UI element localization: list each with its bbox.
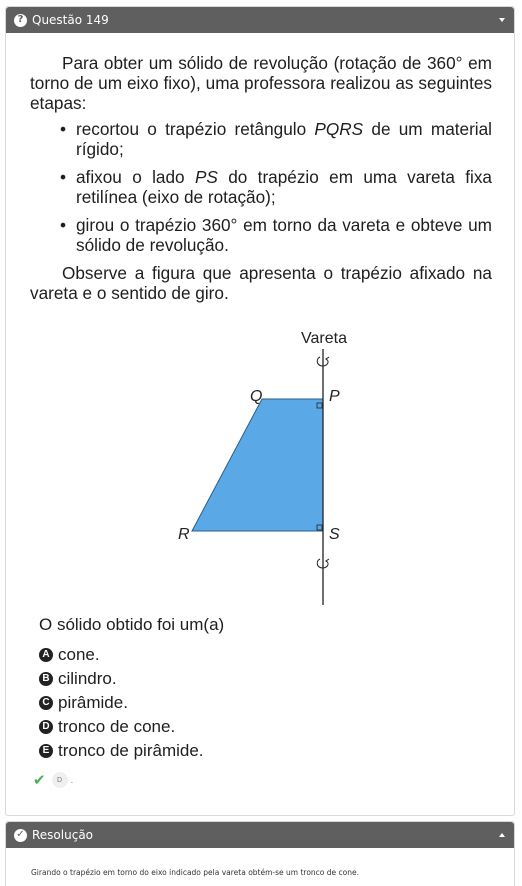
option-d[interactable]: D tronco de cone. xyxy=(39,715,204,739)
option-letter-badge: A xyxy=(39,648,53,662)
resolution-header[interactable] xyxy=(6,822,514,848)
option-letter-badge: C xyxy=(39,696,53,710)
resolution-text: Girando o trapézio em torno do eixo indicado pela vareta obtém-se um tronco de cone. xyxy=(31,868,359,877)
check-icon: ✔ xyxy=(33,771,46,789)
trapezoid-shape xyxy=(192,399,323,531)
option-letter-badge: E xyxy=(39,744,53,758)
vertex-s: S xyxy=(329,526,340,543)
question-panel xyxy=(5,6,515,816)
step-item: • recortou o trapézio retângulo PQRS de um material rígido; xyxy=(30,119,492,159)
statement-paragraph-2: Observe a figura que apresenta o trapézio afixado na vareta e o sentido de giro. xyxy=(30,263,492,303)
steps-list xyxy=(30,119,492,255)
vertex-r: R xyxy=(178,526,190,543)
option-letter-badge: D xyxy=(39,720,53,734)
option-a[interactable]: A cone. xyxy=(39,643,204,667)
trapezoid-figure xyxy=(166,325,366,607)
vertex-q: Q xyxy=(250,388,263,405)
collapse-caret-icon[interactable] xyxy=(499,18,505,22)
statement-paragraph-1: Para obter um sólido de revolução (rotação de 360° em torno de um eixo fixo), uma professora realizou as seguintes etapas: xyxy=(30,53,492,113)
question-title: Questão 149 xyxy=(32,13,109,27)
answer-badge: D xyxy=(52,772,68,788)
resolution-panel xyxy=(5,821,515,886)
axis-label: Vareta xyxy=(301,330,347,347)
answer-suffix: . xyxy=(70,775,74,785)
question-circle-icon: ? xyxy=(14,14,27,27)
step-item: • girou o trapézio 360° em torno da vareta e obteve um sólido de revolução. xyxy=(30,215,492,255)
question-header[interactable] xyxy=(6,7,514,33)
answer-row xyxy=(33,771,73,789)
option-letter-badge: B xyxy=(39,672,53,686)
options-list xyxy=(39,643,204,763)
option-e[interactable]: E tronco de pirâmide. xyxy=(39,739,204,763)
check-circle-icon: ✓ xyxy=(14,829,27,842)
option-b[interactable]: B cilindro. xyxy=(39,667,204,691)
option-c[interactable]: C pirâmide. xyxy=(39,691,204,715)
vertex-p: P xyxy=(329,388,340,405)
question-statement xyxy=(30,53,492,303)
expand-caret-icon[interactable] xyxy=(499,833,505,837)
question-prompt: O sólido obtido foi um(a) xyxy=(39,615,225,634)
resolution-title: Resolução xyxy=(32,828,94,842)
step-item: • afixou o lado PS do trapézio em uma vareta fixa retilínea (eixo de rotação); xyxy=(30,167,492,207)
